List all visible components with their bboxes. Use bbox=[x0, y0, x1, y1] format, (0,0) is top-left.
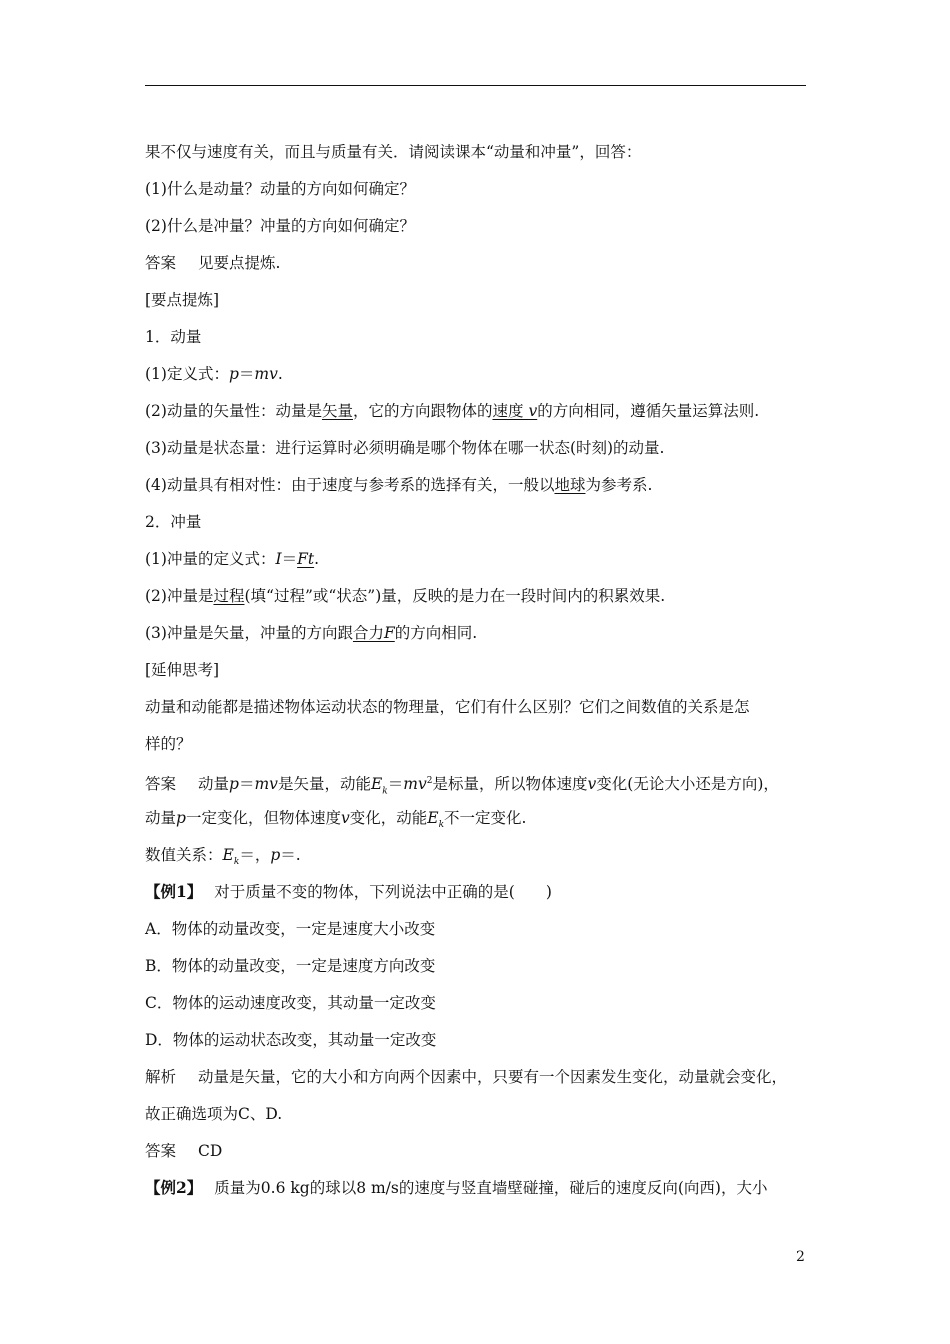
equals-sign: ＝ bbox=[238, 775, 255, 794]
answer-label: 答案 bbox=[145, 254, 177, 272]
subscript-k: k bbox=[233, 857, 240, 868]
extension-question-line2: 样的？ bbox=[145, 735, 192, 753]
text-segment: 数值关系： bbox=[145, 846, 223, 864]
answer-label: 答案 bbox=[145, 1142, 177, 1160]
momentum-vector-property bbox=[145, 401, 810, 421]
header-rule bbox=[145, 85, 806, 86]
example-tag: 【例2】 bbox=[145, 1178, 203, 1197]
text-segment: 为参考系. bbox=[585, 476, 653, 494]
text-segment: ＝. bbox=[280, 846, 301, 864]
text-segment: 是标量，所以物体速度 bbox=[432, 775, 588, 794]
text-segment: (填“过程”或“状态”)量，反映的是力在一段时间内的积累效果. bbox=[244, 587, 666, 605]
impulse-process-quantity bbox=[145, 586, 810, 606]
impulse-direction bbox=[145, 623, 810, 643]
symbol-mv: mv bbox=[254, 775, 278, 794]
text-segment: 不一定变化. bbox=[444, 809, 527, 827]
page-number: 2 bbox=[796, 1249, 805, 1265]
intro-answer bbox=[145, 253, 810, 273]
symbol-v: v bbox=[528, 402, 538, 420]
answer-value: CD bbox=[198, 1142, 223, 1160]
fill-in-answer bbox=[493, 402, 538, 420]
equals-sign: ＝ bbox=[387, 775, 404, 794]
impulse-definition bbox=[145, 549, 810, 569]
question-2: (2)什么是冲量？冲量的方向如何确定？ bbox=[145, 217, 415, 235]
symbol-v: v bbox=[587, 775, 597, 794]
symbol-e: E bbox=[427, 809, 439, 827]
symbol-e: E bbox=[222, 846, 234, 864]
text-segment: ，它的方向跟物体的 bbox=[352, 402, 493, 420]
period: . bbox=[314, 550, 320, 568]
text-segment: 的方向相同，遵循矢量运算法则. bbox=[537, 402, 760, 420]
extension-heading: [延伸思考] bbox=[145, 661, 220, 679]
option-c: C．物体的运动速度改变，其动量一定改变 bbox=[145, 994, 436, 1012]
momentum-state-quantity: (3)动量是状态量：进行运算时必须明确是哪个物体在哪一状态(时刻)的动量. bbox=[145, 439, 665, 457]
option-d: D．物体的运动状态改变，其动量一定改变 bbox=[145, 1031, 437, 1049]
example-question: 质量为0.6 kg的球以8 m/s的速度与竖直墙壁碰撞，碰后的速度反向(向西)，大小 bbox=[214, 1179, 768, 1197]
analysis-text: 动量是矢量，它的大小和方向两个因素中，只要有一个因素发生变化，动量就会变化， bbox=[198, 1068, 788, 1086]
text-segment: 变化，动能 bbox=[349, 809, 428, 827]
text-segment: 动量 bbox=[145, 809, 177, 827]
period: . bbox=[277, 365, 283, 383]
subscript-k: k bbox=[382, 786, 388, 797]
text-segment: 动量 bbox=[198, 775, 230, 794]
example-tag: 【例1】 bbox=[145, 882, 203, 901]
example1-answer bbox=[145, 1141, 810, 1161]
symbol-p: p bbox=[228, 365, 239, 383]
text-segment: 的方向相同. bbox=[394, 624, 478, 642]
numeric-relation bbox=[145, 845, 810, 872]
symbol-i: I bbox=[275, 550, 282, 568]
extension-answer-line1 bbox=[145, 771, 810, 801]
fill-text: 速度 bbox=[492, 402, 524, 420]
extension-answer-line2 bbox=[145, 808, 810, 835]
fill-in-answer bbox=[353, 624, 395, 642]
fill-in-answer: 矢量 bbox=[321, 402, 353, 420]
text-segment: ＝， bbox=[239, 846, 271, 864]
symbol-mv: mv bbox=[403, 775, 427, 794]
text-segment: 变化(无论大小还是方向)， bbox=[596, 775, 779, 794]
extension-question-line1: 动量和动能都是描述物体运动状态的物理量，它们有什么区别？它们之间数值的关系是怎 bbox=[145, 698, 750, 716]
key-points-heading: [要点提炼] bbox=[145, 291, 220, 309]
text-segment: (2)冲量是 bbox=[145, 587, 214, 605]
symbol-e: E bbox=[370, 775, 383, 794]
text-segment: 一定变化，但物体速度 bbox=[185, 809, 341, 827]
fill-in-answer: 地球 bbox=[554, 476, 586, 494]
impulse-title: 2．冲量 bbox=[145, 513, 202, 531]
text-segment: (3)冲量是矢量，冲量的方向跟 bbox=[145, 624, 353, 642]
answer-label: 答案 bbox=[145, 775, 177, 794]
momentum-def-prefix: (1)定义式： bbox=[145, 365, 229, 383]
symbol-v: v bbox=[340, 809, 350, 827]
example-question: 对于质量不变的物体，下列说法中正确的是( ) bbox=[214, 883, 552, 901]
text-segment: (1)冲量的定义式： bbox=[145, 550, 276, 568]
analysis-line1 bbox=[145, 1067, 810, 1087]
example1-stem bbox=[145, 882, 810, 902]
symbol-p: p bbox=[229, 775, 239, 794]
option-b: B．物体的动量改变，一定是速度方向改变 bbox=[145, 957, 436, 975]
analysis-line2: 故正确选项为C、D. bbox=[145, 1105, 283, 1123]
subscript-k: k bbox=[438, 820, 445, 831]
symbol-f: F bbox=[383, 624, 395, 642]
equals-sign: ＝ bbox=[281, 550, 298, 568]
analysis-label: 解析 bbox=[145, 1068, 177, 1086]
option-a: A．物体的动量改变，一定是速度大小改变 bbox=[145, 920, 436, 938]
symbol-mv: mv bbox=[254, 365, 278, 383]
text-segment: (4)动量具有相对性：由于速度与参考系的选择有关，一般以 bbox=[145, 476, 555, 494]
equals-sign: ＝ bbox=[238, 365, 255, 383]
fill-in-answer: 过程 bbox=[213, 587, 245, 605]
answer-text: 见要点提炼. bbox=[198, 254, 281, 272]
momentum-definition bbox=[145, 364, 810, 384]
example2-stem bbox=[145, 1178, 810, 1198]
intro-line: 果不仅与速度有关，而且与质量有关．请阅读课本“动量和冲量”，回答： bbox=[145, 143, 642, 161]
fill-in-answer: Ft bbox=[297, 550, 315, 568]
symbol-p: p bbox=[270, 846, 281, 864]
question-1: (1)什么是动量？动量的方向如何确定？ bbox=[145, 180, 415, 198]
superscript-2: 2 bbox=[426, 776, 433, 786]
fill-text: 合力 bbox=[352, 624, 384, 642]
symbol-p: p bbox=[176, 809, 186, 827]
text-segment: 是矢量，动能 bbox=[277, 775, 371, 794]
momentum-relativity bbox=[145, 475, 810, 495]
momentum-title: 1．动量 bbox=[145, 328, 202, 346]
text-segment: (2)动量的矢量性：动量是 bbox=[145, 402, 322, 420]
